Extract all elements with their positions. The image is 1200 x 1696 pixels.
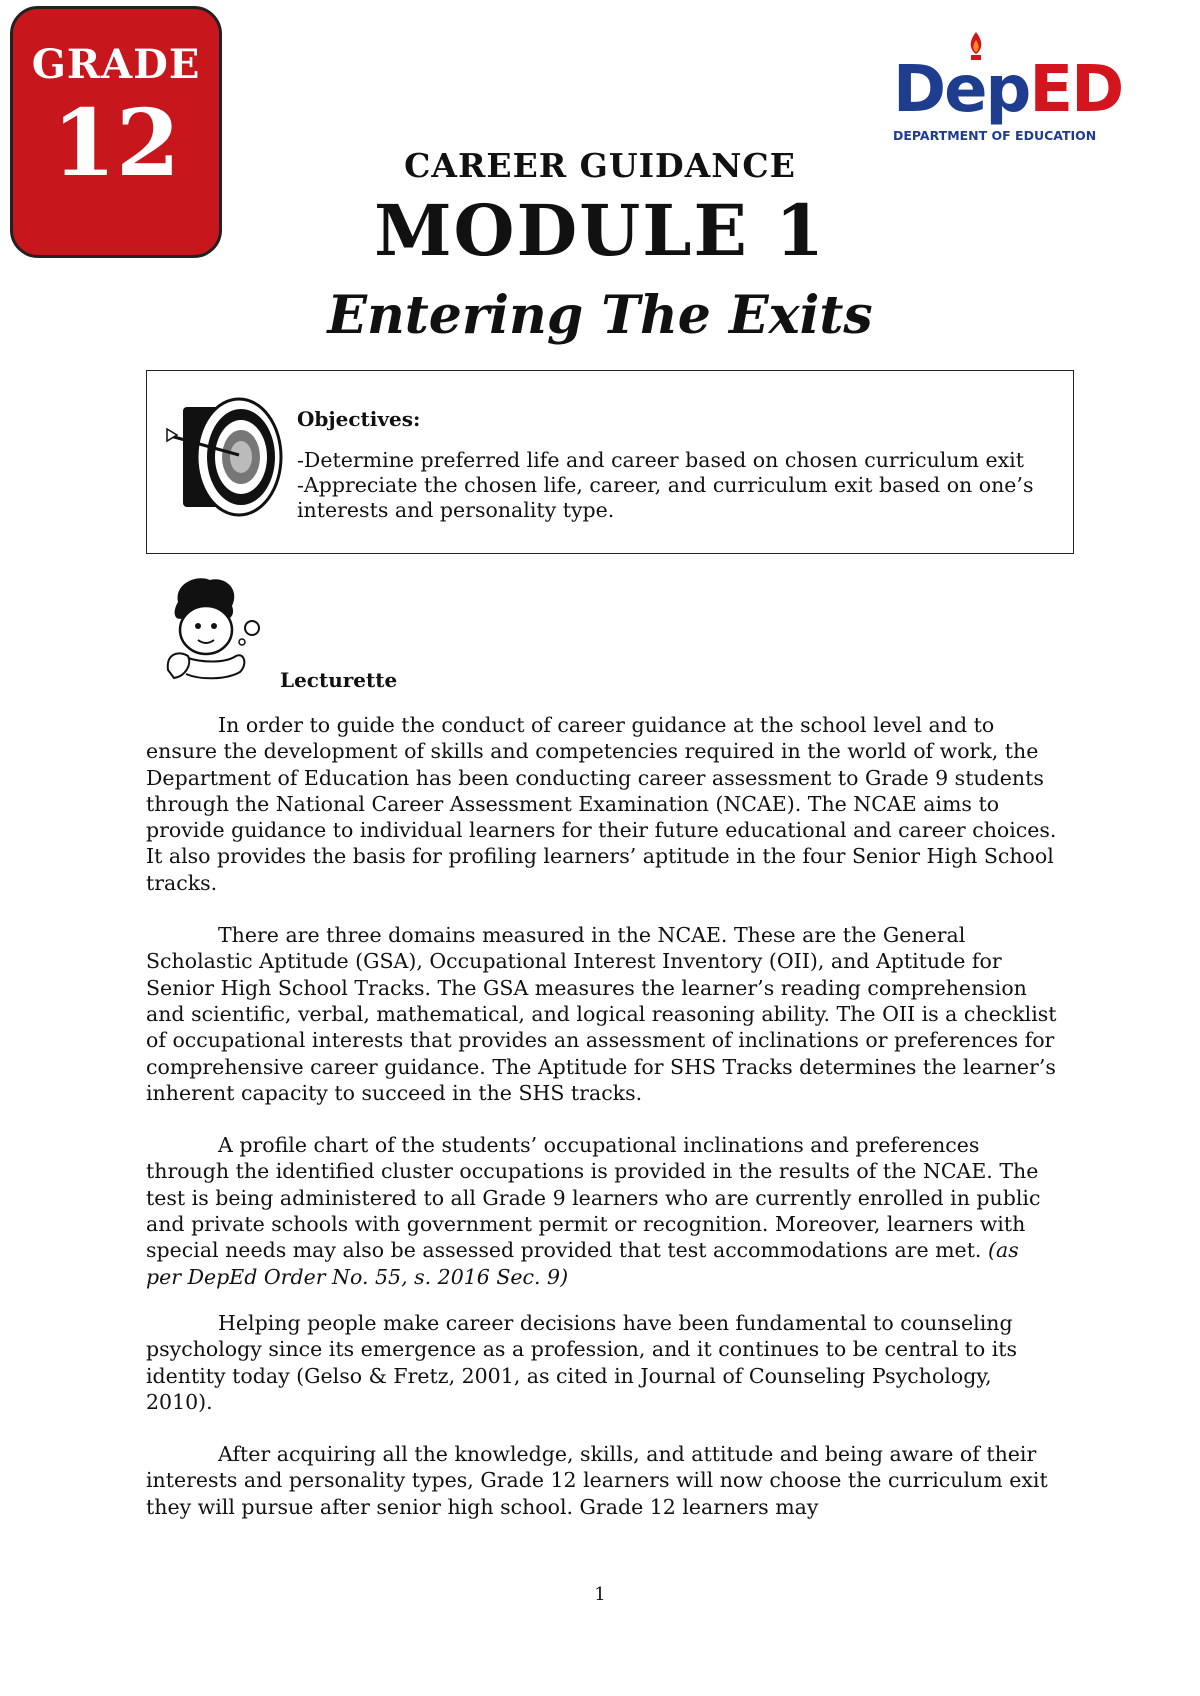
body-paragraph: After acquiring all the knowledge, skills, and attitude and being aware of their interests and personality types, Grade 12 learners will now choose the curriculum exit they will pursue after senior high school. Grade 12 learners may [146,1442,1048,1519]
citation: (as per DepEd Order No. 55, s. 2016 Sec. 9) [146,1238,1019,1289]
objectives-box [146,370,1074,554]
subject-title [0,146,1200,185]
page-number: 1 [594,1584,606,1605]
deped-wordmark [893,53,1123,127]
grade-label: GRADE [31,41,201,88]
objective-item: -Appreciate the chosen life, career, and curriculum exit based on one’s interests and personality type. [297,473,1034,522]
body-paragraph-with-citation [146,1132,1058,1290]
deped-word-dep: Dep [893,53,1030,127]
objectives-content [297,407,1057,523]
grade-number: 12 [51,89,181,197]
deped-word-ed: ED [1029,53,1123,127]
lecturette-body [146,712,1058,1520]
subject-title-text: CAREER GUIDANCE [404,146,796,185]
body-paragraph-text: A profile chart of the students’ occupational inclinations and preferences through the identified cluster occupations is provided in the results of the NCAE. The test is being administered to all Grade 9 learners who are currently enrolled in public and private schools with government permit or recognition. Moreover, learners with special needs may also be assessed provided that test accommodations are met. [146,1133,1041,1263]
deped-subtitle: DEPARTMENT OF EDUCATION [893,128,1097,143]
body-paragraph: Helping people make career decisions have been fundamental to counseling psychology since its emergence as a profession, and it continues to be central to its identity today (Gelso & Fretz, 2001, as cited in Journal of Counseling Psychology, 2010). [146,1310,1018,1414]
module-subtitle: Entering The Exits [327,285,873,346]
body-paragraph: In order to guide the conduct of career guidance at the school level and to ensure the development of skills and competencies required in the world of work, the Department of Education has been conducting career assessment to Grade 9 students through the National Career Assessment Examination (NCAE). The NCAE aims to provide guidance to individual learners for their future educational and career choices. It also provides the basis for profiling learners’ aptitude in the four Senior High School tracks. [146,713,1057,895]
objective-item: -Determine preferred life and career based on chosen curriculum exit [297,448,1024,472]
objectives-heading: Objectives: [297,407,421,431]
target-icon [161,389,293,521]
thinking-boy-icon [148,572,272,692]
deped-logo [888,30,1123,150]
lecturette-heading: Lecturette [280,668,398,692]
body-paragraph: There are three domains measured in the NCAE. These are the General Scholastic Aptitude (GSA), Occupational Interest Inventory (OII), and Aptitude for Senior High School Tracks. The GSA measures the learner’s reading comprehension and scientific, verbal, mathematical, and logical reasoning ability. The OII is a checklist of occupational interests that provides an assessment of inclinations or preferences for comprehensive career guidance. The Aptitude for SHS Tracks determines the learner’s inherent capacity to succeed in the SHS tracks. [146,923,1057,1105]
module-title: MODULE 1 [374,189,826,272]
